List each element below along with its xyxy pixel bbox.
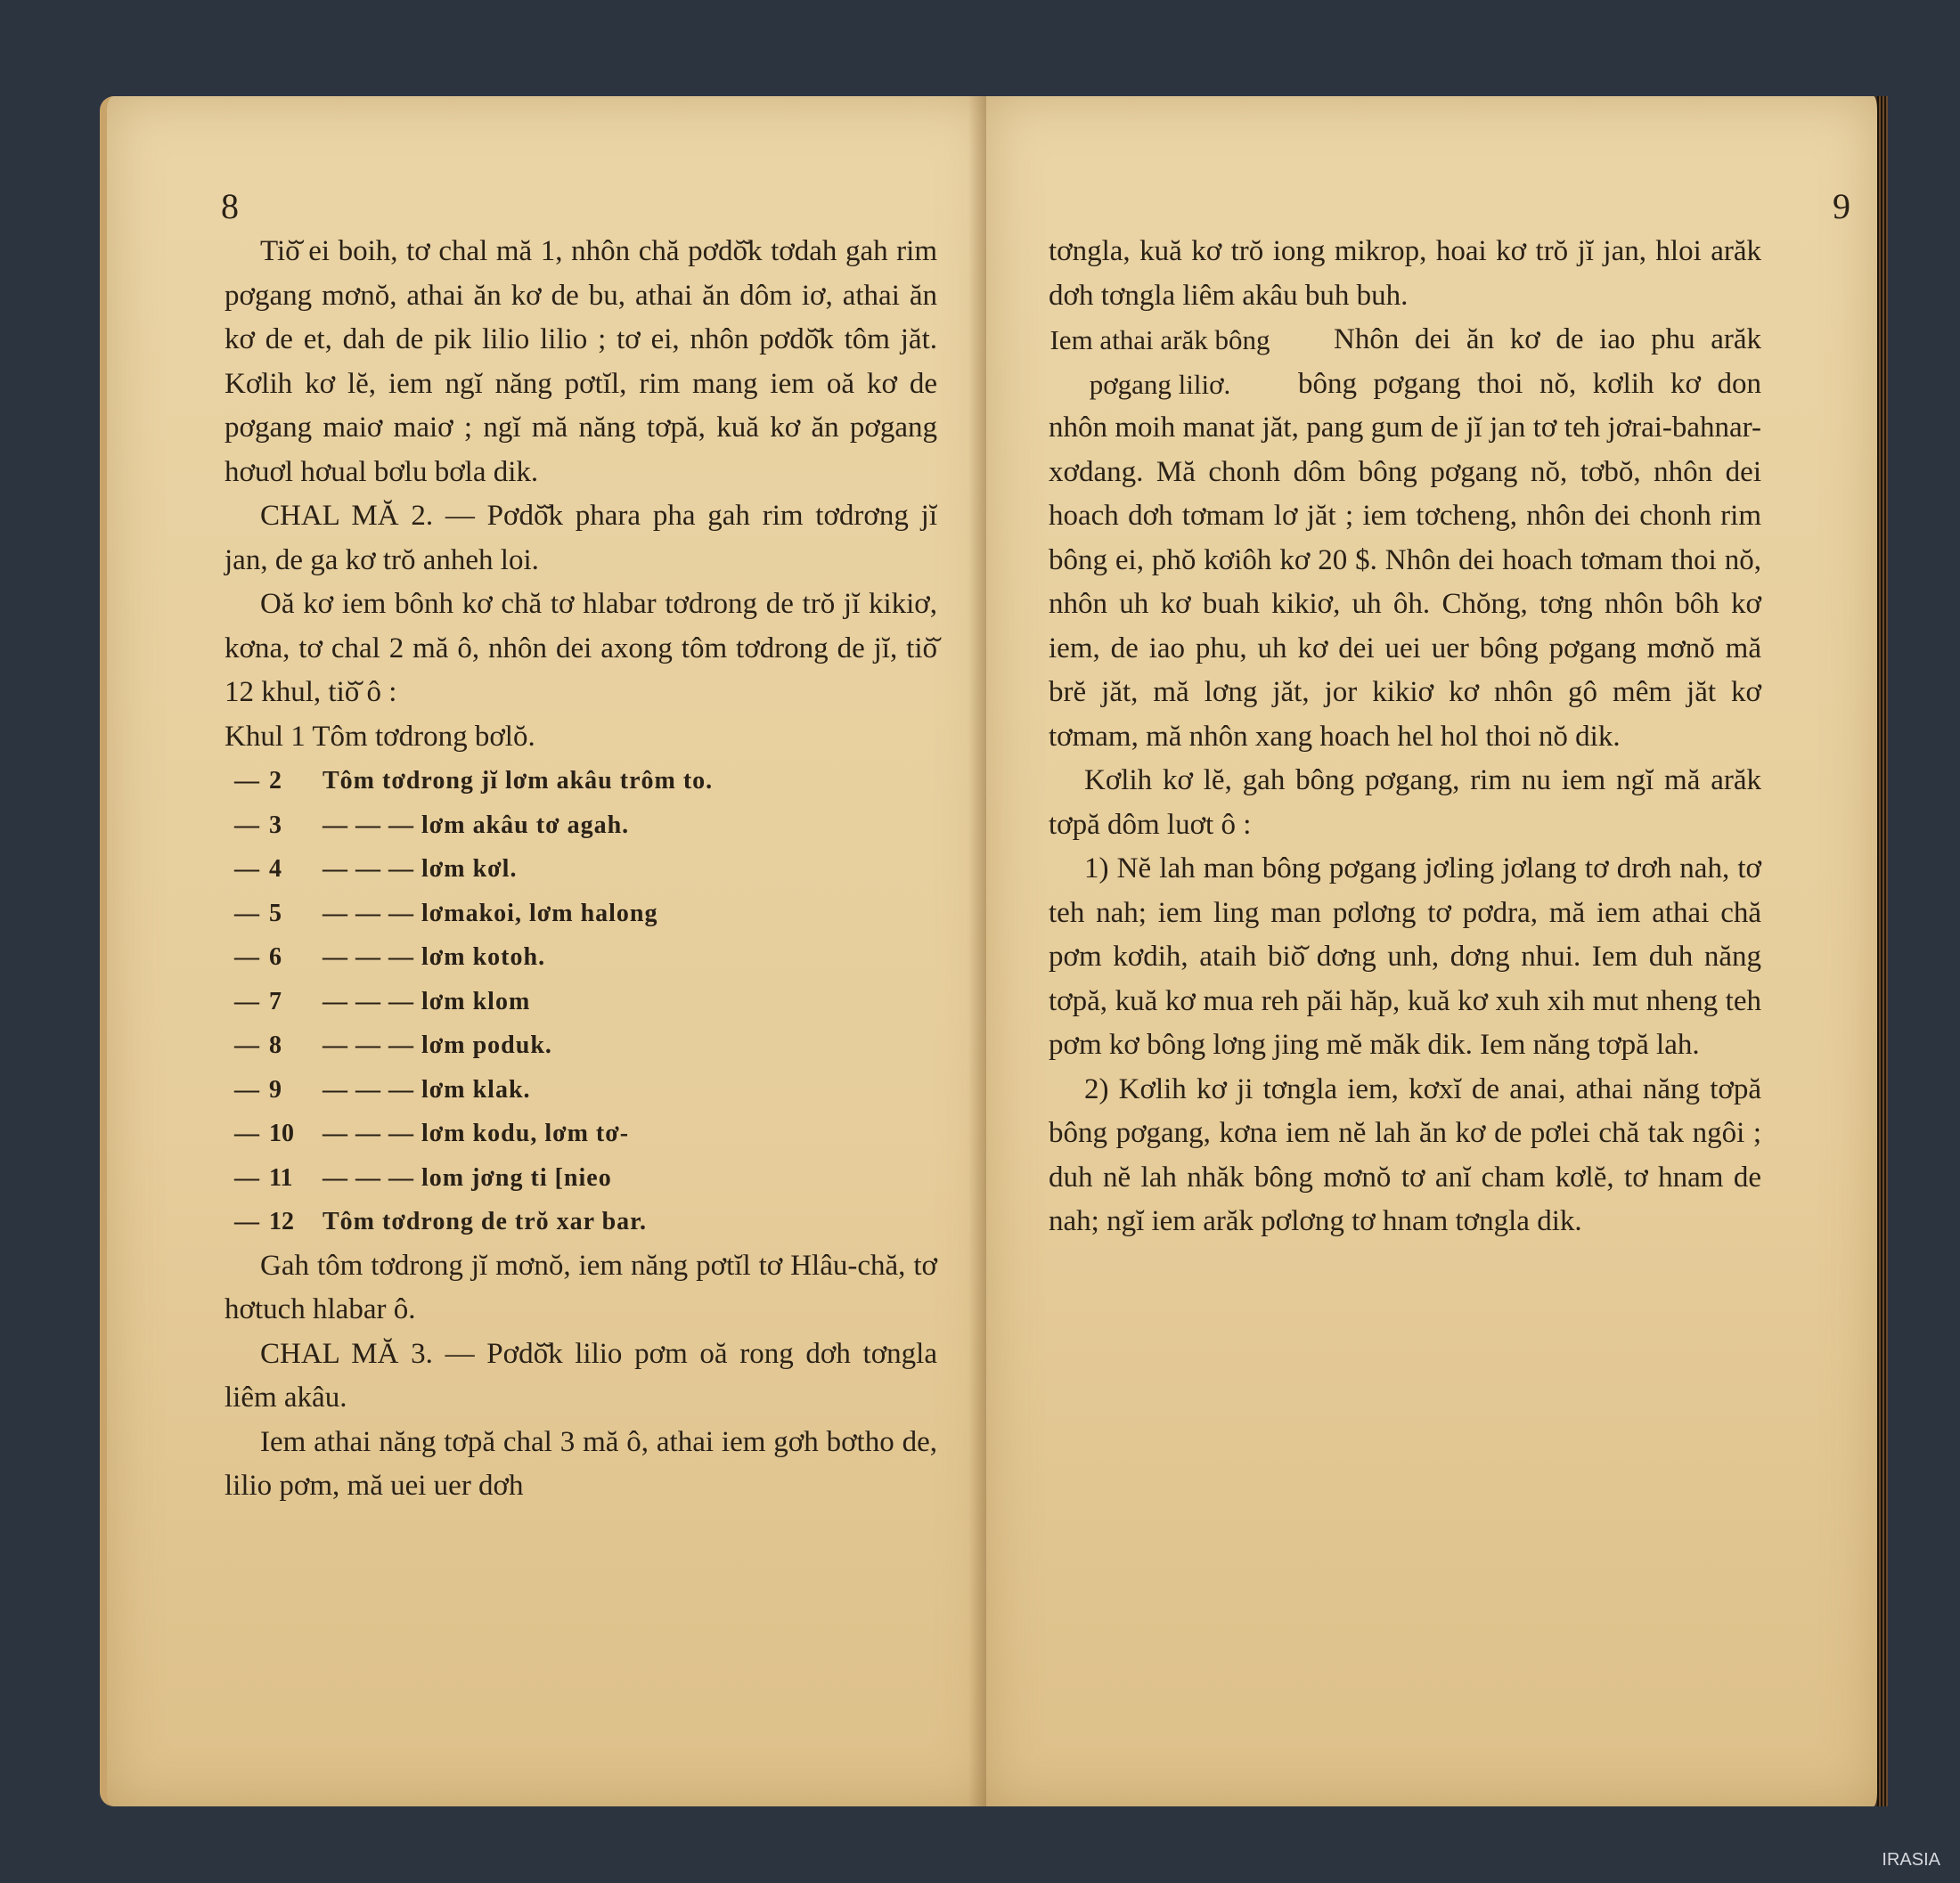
list-item: — 12 Tôm tơdrong de trŏ xar bar. <box>234 1208 647 1235</box>
paragraph: Oă kơ iem bônh kơ chă tơ hlabar tơdrong de trŏ jĭ kikiơ, kơna, tơ chal 2 mă ô, nhôn dei axong tôm tơdrong de jĭ, tiŏ̆ 12 khul, tiŏ̆ ô : <box>225 588 937 708</box>
list-item: — 2 Tôm tơdrong jĭ lơm akâu trôm to. <box>234 767 714 795</box>
paragraph: Tiŏ̆ ei boih, tơ chal mă 1, nhôn chă pơdŏ̆k tơdah gah rim pơgang mơnŏ, athai ăn kơ de bu, athai ăn dôm iơ, athai ăn kơ de et, dah de pik lilio lilio ; tơ ei, nhôn pơdŏ̆k tôm jăt. Kơlih kơ lĕ, iem ngĭ năng pơtĭl, rim mang iem oă kơ de pơgang maiơ maiơ ; ngĭ mă năng tơpă, kuă kơ ăn pơgang hơuơl hơual bơlu bơla dik. <box>225 235 937 488</box>
list-item: — 9 — — — lơm klak. <box>234 1075 531 1104</box>
paragraph: Khul 1 Tôm tơdrong bơlŏ. <box>225 720 535 753</box>
list-item: — 3 — — — lơm akâu tơ agah. <box>234 811 630 839</box>
list-item: — 8 — — — lơm poduk. <box>234 1031 552 1059</box>
right-page <box>986 96 1888 1806</box>
page-edges <box>1877 96 1888 1806</box>
paragraph: Nhôn dei ăn kơ de iao phu arăk bông pơgang thoi nŏ, kơlih kơ don nhôn moih manat jăt, pang gum de jĭ jan tơ teh jơrai-bahnar-xơdang. Mă chonh dôm bông pơgang nŏ, tơbŏ, nhôn dei hoach dơh tơmam lơ jăt ; iem tơcheng, nhôn dei chonh rim bông ei, phŏ kơiôh kơ 20 $. Nhôn dei hoach tơmam thoi nŏ, nhôn uh kơ buah kikiơ, uh ôh. Chŏng, tơng nhôn bôh kơ iem, de iao phu, uh kơ dei uei uer bông pơgang mơnŏ mă brĕ jăt, mă lơng jăt, jor kikiơ kơ nhôn gô mêm jăt kơ tơmam, mă nhôn xang hoach hel hol thoi nŏ dik. <box>1049 323 1761 753</box>
open-book <box>100 96 1891 1806</box>
paragraph: Iem athai năng tơpă chal 3 mă ô, athai iem gơh bơtho de, lilio pơm, mă uei uer dơh <box>225 1425 937 1502</box>
paragraph: 2) Kơlih kơ ji tơngla iem, kơxĭ de anai, athai năng tơpă bông pơgang, kơna iem nĕ lah ăn kơ de pơlei chă tak ngôi ; duh nĕ lah nhăk bông mơnŏ tơ anĭ cham kơlĕ, tơ hnam de nah; ngĭ iem arăk pơlơng tơ hnam tơngla dik. <box>1049 1072 1761 1237</box>
list-item: — 6 — — — lơm kotoh. <box>234 943 546 971</box>
paragraph: Kơlih kơ lĕ, gah bông pơgang, rim nu iem ngĭ mă arăk tơpă dôm luơt ô : <box>1049 764 1761 841</box>
list-item: — 10 — — — lơm kodu, lơm tơ- <box>234 1120 630 1147</box>
list-item: — 4 — — — lơm kơl. <box>234 855 518 883</box>
paragraph: 1) Nĕ lah man bông pơgang jơling jơlang tơ drơh nah, tơ teh nah; iem ling man pơlơng tơ pơdra, mă iem athai chă pơm kơdih, ataih biŏ̆ dơng unh, dơng nhui. Iem duh năng tơpă, kuă kơ mua reh păi hăp, kuă kơ xuh xih mut nheng teh pơm kơ bông lơng jing mĕ măk dik. Iem năng tơpă lah. <box>1049 852 1761 1061</box>
heading-tail: de ga kơ trŏ anheh loi. <box>267 543 539 576</box>
page-text <box>1049 230 1761 1244</box>
list-item: — 11 — — — lom jơng ti [nieo <box>234 1163 612 1192</box>
list-item: — 5 — — — lơmakoi, lơm halong <box>234 899 658 927</box>
section-heading <box>225 494 937 583</box>
category-list <box>225 759 937 1244</box>
section-heading: CHAL MĂ 3. — Pơdŏ̆k lilio pơm oă rong dơh tơngla liêm akâu. <box>225 1337 937 1414</box>
list-item: — 7 — — — lơm klom <box>234 987 531 1015</box>
heading-text: CHAL MĂ 2. — Pơdŏ̆k phara pha gah rim tơdrơng jĭ jan, <box>225 500 937 576</box>
page-number: 8 <box>221 186 239 226</box>
left-page <box>100 96 993 1806</box>
page-number: 9 <box>1833 186 1850 226</box>
watermark: IRASIA <box>1882 1850 1940 1870</box>
paragraph: Gah tôm tơdrong jĭ mơnŏ, iem năng pơtĭl tơ Hlâu-chă, tơ hơtuch hlabar ô. <box>225 1249 937 1325</box>
paragraph: tơngla, kuă kơ trŏ iong mikrop, hoai kơ trŏ jĭ jan, hloi arăk dơh tơngla liêm akâu buh buh. <box>1049 235 1761 312</box>
page-text <box>225 230 937 1509</box>
margin-note: Iem athai arăk bông pơgang liliơ. <box>1049 324 1270 400</box>
